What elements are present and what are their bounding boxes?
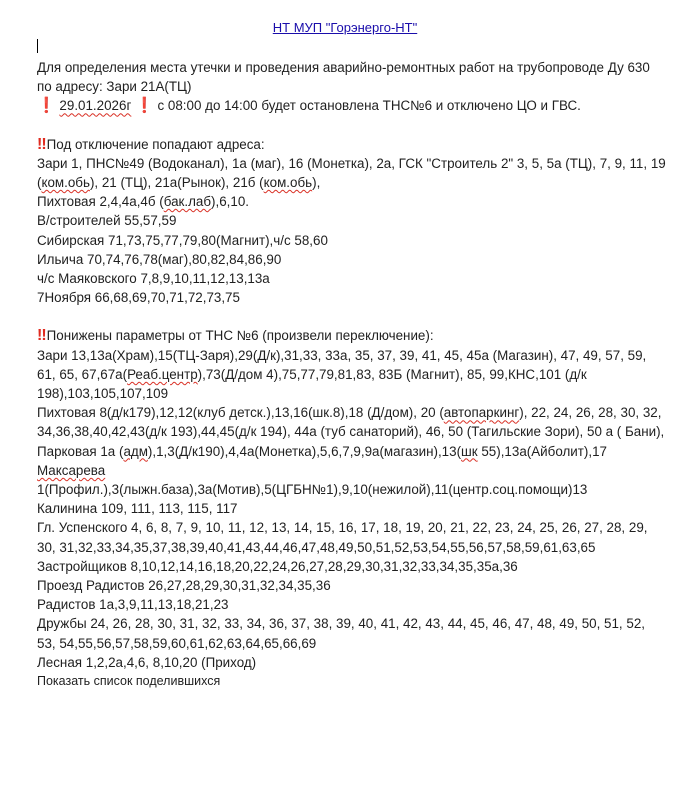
exclamation-icon: ❗ bbox=[37, 97, 56, 115]
spacer bbox=[37, 307, 667, 326]
text-cursor bbox=[37, 39, 38, 53]
address-line: Сибирская 71,73,75,77,79,80(Магнит),ч/с 58,60 bbox=[37, 232, 328, 248]
address-line: Застройщиков 8,10,12,14,16,18,20,22,24,26,27,28,29,30,31,32,33,34,35,35а,36 bbox=[37, 558, 518, 574]
address-maksareva: 1(Профил.),3(лыжн.база),3а(Мотив),5(ЦГБН№1),9,10(нежилой),11(центр.соц.помощи)13 bbox=[37, 482, 588, 498]
address-line: В/строителей 55,57,59 bbox=[37, 213, 177, 229]
post-author-link[interactable]: НТ МУП "Горэнерго-НТ" bbox=[272, 20, 418, 35]
address-maksareva-name: Максарева bbox=[37, 462, 106, 478]
double-exclamation-icon: ‼ bbox=[37, 327, 45, 345]
intro-paragraph bbox=[37, 58, 667, 116]
section-heading: Под отключение попадают адреса: bbox=[46, 136, 265, 152]
post-body bbox=[37, 58, 667, 691]
address-line: Калинина 109, 111, 113, 115, 117 bbox=[37, 501, 238, 517]
address-line: Проезд Радистов 26,27,28,29,30,31,32,34,35,36 bbox=[37, 578, 331, 594]
section-disconnect bbox=[37, 135, 667, 308]
address-zari: Зари 13,13а(Храм),15(ТЦ-Заря),29(Д/к),31,33, 33а, 35, 37, 39, 41, 45, 45а (Магазин), 47, 49, 57, 59, 61, 65, 67,67а(Реаб.центр),73(Д/дом 4),75,77,79,81,83, 83Б (Магнит), 85, 99,КНС,101 (д/к 198),103,105,107,109 bbox=[37, 347, 647, 402]
address-line: ч/с Маяковского 7,8,9,10,11,12,13,13а bbox=[37, 271, 270, 287]
address-line: Ильича 70,74,76,78(маг),80,82,84,86,90 bbox=[37, 251, 282, 267]
address-line: Лесная 1,2,2а,4,6, 8,10,20 (Приход) bbox=[37, 654, 257, 670]
address-line: Дружбы 24, 26, 28, 30, 31, 32, 33, 34, 36, 37, 38, 39, 40, 41, 42, 43, 44, 45, 46, 47, 48, 49, 50, 51, 52, 53, 54,55,56,57,58,59,60,61,62,63,64,65,66,69 bbox=[37, 616, 645, 651]
intro-date: 29.01.2026г bbox=[59, 98, 132, 114]
double-exclamation-icon: ‼ bbox=[37, 135, 45, 153]
intro-text: Для определения места утечки и проведения аварийно-ремонтных работ на трубопроводе Ду 630 по адресу: Зари 21А(ТЦ) bbox=[37, 60, 650, 95]
address-line: 7Ноября 66,68,69,70,71,72,73,75 bbox=[37, 290, 240, 306]
address-line: Радистов 1а,3,9,11,13,18,21,23 bbox=[37, 597, 229, 613]
address-pikhtovaya: Пихтовая 2,4,4а,4б (бак.лаб),6,10. bbox=[37, 194, 250, 210]
exclamation-icon: ❗ bbox=[135, 97, 154, 115]
address-parkovaya: Парковая 1а (адм),1,3(Д/к190),4,4а(Монетка),5,6,7,9,9а(магазин),13(шк 55),13а(Айболит),17 bbox=[37, 443, 607, 459]
spacer bbox=[37, 116, 667, 135]
address-pikhtovaya: Пихтовая 8(д/к179),12,12(клуб детск.),13,16(шк.8),18 (Д/дом), 20 (автопаркинг), 22, 24, 26, 28, 30, 32, 34,36,38,40,42,43(д/к 193),44,45(д/к 194), 44а (туб санаторий), 46, 50 (Тагильские Зори), 50 а ( Бани), bbox=[37, 405, 665, 440]
address-zari: Зари 1, ПНС№49 (Водоканал), 1а (маг), 16 (Монетка), 2а, ГСК "Строитель 2" 3, 5, 5а (ТЦ), 7, 9, 11, 19 (ком.обь), 21 (ТЦ), 21а(Рынок), 21б (ком.обь), bbox=[37, 155, 666, 191]
section-reduced bbox=[37, 326, 667, 672]
intro-time-text: с 08:00 до 14:00 будет остановлена ТНС№6 и отключено ЦО и ГВС. bbox=[157, 98, 581, 114]
section-heading: Понижены параметры от ТНС №6 (произвели переключение): bbox=[46, 328, 434, 344]
address-line: Гл. Успенского 4, 6, 8, 7, 9, 10, 11, 12, 13, 14, 15, 16, 17, 18, 19, 20, 21, 22, 23, 24, 25, 26, 27, 28, 29, 30, 31,32,33,34,35,37,38,39,40,41,43,44,46,47,48,49,50,51,52,53,54,55,56,57,58,59,61,63,65 bbox=[37, 520, 648, 555]
show-sharers-link[interactable]: Показать список поделившихся bbox=[37, 674, 221, 689]
